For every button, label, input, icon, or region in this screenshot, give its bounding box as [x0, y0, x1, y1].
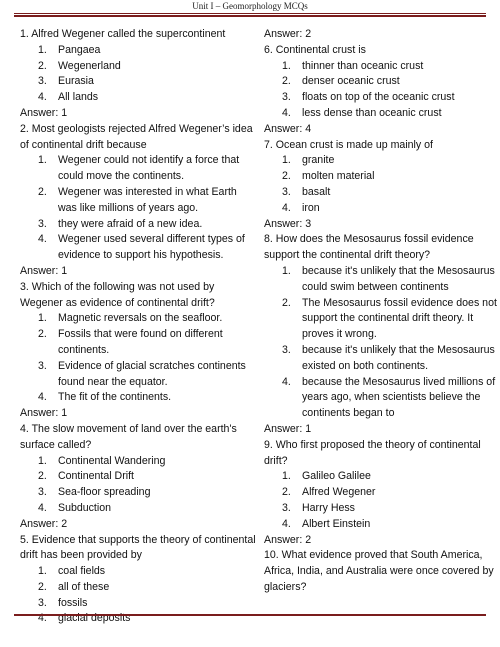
option-number: 1. — [38, 454, 47, 467]
answer-option — [264, 106, 500, 122]
right-column — [264, 27, 500, 596]
answer-option — [264, 469, 500, 485]
option-number: 2. — [282, 486, 291, 499]
answer-option — [20, 327, 256, 359]
answer-option — [264, 153, 500, 169]
option-number: 2. — [38, 470, 47, 483]
answer-option — [20, 501, 256, 517]
question-text: 7. Ocean crust is made up mainly of — [264, 138, 433, 151]
answer-option — [20, 90, 256, 106]
answer-option — [264, 90, 500, 106]
question-text: 4. The slow movement of land over the earth's surface called? — [20, 422, 237, 451]
left-column — [20, 27, 256, 627]
option-number: 1. — [38, 312, 47, 325]
option-text: Eurasia — [58, 75, 94, 88]
option-number: 3. — [38, 596, 47, 609]
option-number: 2. — [282, 75, 291, 88]
option-text: thinner than oceanic crust — [302, 59, 424, 72]
option-text: basalt — [302, 185, 331, 198]
option-text: coal fields — [58, 565, 106, 578]
question-text: 6. Continental crust is — [264, 43, 366, 56]
answer-option — [264, 485, 500, 501]
option-text: Magnetic reversals on the seafloor. — [58, 312, 223, 325]
question-text: 5. Evidence that supports the theory of continental drift has been provided by — [20, 533, 256, 562]
answer-line: Answer: 1 — [20, 264, 68, 277]
option-text: Albert Einstein — [302, 517, 371, 530]
option-number: 1. — [38, 565, 47, 578]
answer-option — [20, 469, 256, 485]
option-number: 4. — [38, 391, 47, 404]
answer-option — [264, 375, 500, 422]
option-number: 2. — [38, 59, 47, 72]
answer-option — [20, 153, 256, 185]
answer-option — [264, 517, 500, 533]
option-list — [20, 454, 256, 517]
option-list — [264, 264, 500, 422]
option-number: 2. — [282, 170, 291, 183]
option-number: 3. — [282, 343, 291, 356]
question-text: 10. What evidence proved that South America, Africa, India, and Australia were once covered by glaciers? — [264, 549, 494, 593]
option-text: Wegenerland — [58, 59, 121, 72]
option-number: 1. — [38, 43, 47, 56]
option-number: 4. — [38, 612, 47, 625]
page-header: Unit I – Geomorphology MCQs — [192, 1, 308, 11]
option-number: 3. — [282, 501, 291, 514]
answer-line: Answer: 2 — [264, 533, 312, 546]
option-number: 1. — [282, 470, 291, 483]
answer-option — [264, 74, 500, 90]
answer-line: Answer: 3 — [264, 217, 312, 230]
option-text: Continental Wandering — [58, 454, 166, 467]
option-text: because it's unlikely that the Mesosaurus existed on both continents. — [302, 343, 495, 372]
option-text: Fossils that were found on different continents. — [58, 328, 223, 356]
option-text: Continental Drift — [58, 470, 134, 483]
option-text: molten material — [302, 170, 375, 183]
answer-option — [264, 501, 500, 517]
option-number: 3. — [38, 217, 47, 230]
option-number: 4. — [282, 517, 291, 530]
option-number: 1. — [282, 154, 291, 167]
question-text: 1. Alfred Wegener called the supercontinent — [20, 28, 226, 40]
question-text: 2. Most geologists rejected Alfred Wegener’s idea of continental drift because — [20, 122, 253, 151]
option-text: floats on top of the oceanic crust — [302, 91, 455, 104]
question-text: 8. How does the Mesosaurus fossil evidence support the continental drift theory? — [264, 233, 474, 262]
option-number: 4. — [38, 233, 47, 246]
answer-line: Answer: 1 — [20, 106, 68, 119]
answer-option — [20, 564, 256, 580]
header-rule — [14, 13, 486, 17]
option-text: Subduction — [58, 501, 112, 514]
option-number: 4. — [38, 91, 47, 104]
option-text: Evidence of glacial scratches continents found near the equator. — [58, 359, 246, 388]
option-text: less dense than oceanic crust — [302, 106, 442, 119]
option-text: Galileo Galilee — [302, 470, 371, 483]
option-list — [20, 311, 256, 406]
option-text: Sea-floor spreading — [58, 486, 151, 499]
option-number: 2. — [38, 328, 47, 341]
option-text: they were afraid of a new idea. — [58, 217, 203, 230]
option-text: because it's unlikely that the Mesosaurus could swim between continents — [302, 264, 495, 293]
option-list — [20, 43, 256, 106]
option-number: 1. — [38, 154, 47, 167]
option-text: iron — [302, 201, 320, 214]
option-number: 4. — [38, 501, 47, 514]
answer-option — [20, 390, 256, 406]
answer-line: Answer: 1 — [264, 422, 312, 435]
answer-option — [264, 264, 500, 296]
answer-option — [20, 580, 256, 596]
answer-option — [264, 343, 500, 375]
answer-option — [20, 43, 256, 59]
option-text: denser oceanic crust — [302, 75, 400, 88]
option-text: fossils — [58, 596, 88, 609]
answer-option — [20, 311, 256, 327]
answer-option — [264, 201, 500, 217]
answer-option — [264, 185, 500, 201]
answer-option — [264, 59, 500, 75]
answer-option — [20, 232, 256, 264]
answer-option — [20, 59, 256, 75]
option-number: 3. — [38, 486, 47, 499]
option-text: Harry Hess — [302, 501, 355, 514]
answer-option — [20, 485, 256, 501]
answer-line: Answer: 1 — [20, 407, 68, 420]
option-text: all of these — [58, 580, 110, 593]
answer-option — [20, 454, 256, 470]
option-number: 2. — [38, 580, 47, 593]
option-list — [264, 153, 500, 216]
option-text: Pangaea — [58, 43, 101, 56]
answer-option — [20, 596, 256, 612]
answer-option — [20, 217, 256, 233]
option-text: glacial deposits — [58, 612, 131, 625]
option-text: All lands — [58, 91, 99, 104]
option-text: The Mesosaurus fossil evidence does not support the continental drift theory. It proves it wrong. — [302, 296, 497, 341]
answer-line: Answer: 4 — [264, 122, 312, 135]
option-number: 4. — [282, 201, 291, 214]
option-number: 3. — [282, 185, 291, 198]
option-text: because the Mesosaurus lived millions of years ago, when scientists believe the continents began to — [302, 375, 496, 420]
option-list — [264, 469, 500, 532]
option-text: granite — [302, 154, 335, 167]
option-list — [20, 564, 256, 627]
option-number: 3. — [282, 91, 291, 104]
answer-option — [20, 185, 256, 217]
answer-line: Answer: 2 — [20, 517, 68, 530]
option-number: 2. — [282, 296, 291, 309]
option-number: 1. — [282, 264, 291, 277]
answer-option — [20, 74, 256, 90]
option-text: Wegener could not identify a force that could move the continents. — [58, 154, 240, 183]
option-number: 1. — [282, 59, 291, 72]
option-text: Wegener used several different types of evidence to support his hypothesis. — [58, 233, 245, 262]
answer-option — [264, 296, 500, 343]
option-number: 3. — [38, 75, 47, 88]
option-number: 3. — [38, 359, 47, 372]
answer-option — [20, 359, 256, 391]
answer-line: Answer: 2 — [264, 28, 312, 40]
option-number: 4. — [282, 375, 291, 388]
footer-rule — [14, 614, 486, 616]
answer-option — [264, 169, 500, 185]
question-text: 3. Which of the following was not used by Wegener as evidence of continental drift? — [20, 280, 215, 309]
option-number: 2. — [38, 185, 47, 198]
option-list — [264, 59, 500, 122]
option-number: 4. — [282, 106, 291, 119]
option-list — [20, 153, 256, 264]
option-text: Wegener was interested in what Earth was like millions of years ago. — [58, 185, 237, 214]
question-text: 9. Who first proposed the theory of continental drift? — [264, 438, 481, 467]
option-text: The fit of the continents. — [58, 391, 172, 404]
option-text: Alfred Wegener — [302, 486, 376, 499]
